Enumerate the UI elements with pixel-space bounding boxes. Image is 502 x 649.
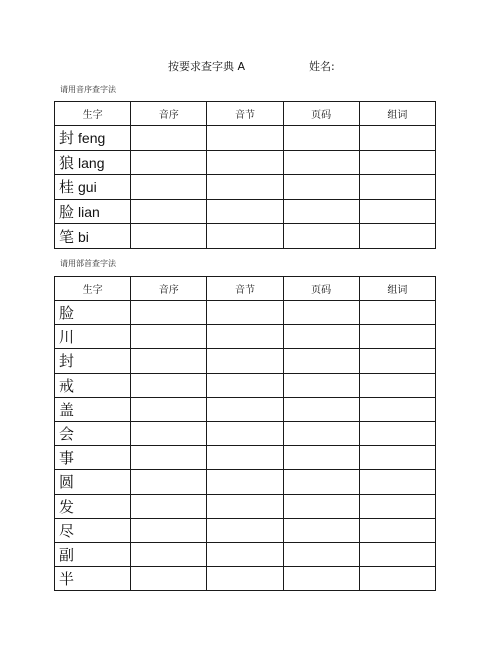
table-row xyxy=(55,446,436,470)
character-cell xyxy=(55,325,131,349)
answer-cell-page[interactable] xyxy=(283,542,359,566)
answer-cell-page[interactable] xyxy=(283,349,359,373)
answer-cell-syllable[interactable] xyxy=(207,567,283,591)
character-cell xyxy=(55,567,131,591)
character: 发 xyxy=(59,497,75,516)
character-cell xyxy=(55,349,131,373)
answer-cell-initial[interactable] xyxy=(131,126,207,151)
answer-cell-page[interactable] xyxy=(283,175,359,200)
table-row xyxy=(55,470,436,494)
character: 会 xyxy=(59,425,75,444)
answer-cell-word[interactable] xyxy=(359,150,435,175)
answer-cell-syllable[interactable] xyxy=(207,542,283,566)
answer-cell-page[interactable] xyxy=(283,397,359,421)
table-row xyxy=(55,421,436,445)
answer-cell-syllable[interactable] xyxy=(207,470,283,494)
answer-cell-initial[interactable] xyxy=(131,199,207,224)
section-label-phonetic: 请用音序查字法 xyxy=(60,85,116,94)
answer-cell-syllable[interactable] xyxy=(207,199,283,224)
column-header: 音节 xyxy=(207,102,283,126)
answer-cell-initial[interactable] xyxy=(131,224,207,249)
column-header: 生字 xyxy=(55,277,131,301)
character: 脸 xyxy=(59,203,75,222)
table-row xyxy=(55,518,436,542)
table-row xyxy=(55,126,436,151)
answer-cell-initial[interactable] xyxy=(131,301,207,325)
answer-cell-word[interactable] xyxy=(359,494,435,518)
section-label-radical: 请用部首查字法 xyxy=(60,259,116,268)
pinyin: lang xyxy=(78,154,105,171)
worksheet-title: 按要求查字典 A xyxy=(168,60,246,73)
character: 半 xyxy=(59,570,75,589)
answer-cell-syllable[interactable] xyxy=(207,518,283,542)
answer-cell-page[interactable] xyxy=(283,446,359,470)
answer-cell-initial[interactable] xyxy=(131,175,207,200)
character: 事 xyxy=(59,449,75,468)
answer-cell-syllable[interactable] xyxy=(207,397,283,421)
character: 圆 xyxy=(59,473,75,492)
answer-cell-initial[interactable] xyxy=(131,446,207,470)
answer-cell-initial[interactable] xyxy=(131,542,207,566)
table-row xyxy=(55,199,436,224)
table-row xyxy=(55,150,436,175)
pinyin: lian xyxy=(78,204,100,221)
answer-cell-word[interactable] xyxy=(359,470,435,494)
answer-cell-syllable[interactable] xyxy=(207,373,283,397)
column-header: 音序 xyxy=(131,102,207,126)
answer-cell-word[interactable] xyxy=(359,126,435,151)
character-cell xyxy=(55,301,131,325)
character-cell xyxy=(55,421,131,445)
answer-cell-syllable[interactable] xyxy=(207,349,283,373)
answer-cell-initial[interactable] xyxy=(131,150,207,175)
character-cell xyxy=(55,494,131,518)
character-cell xyxy=(55,224,131,249)
answer-cell-page[interactable] xyxy=(283,518,359,542)
character-cell xyxy=(55,446,131,470)
pinyin: gui xyxy=(78,179,97,196)
character: 脸 xyxy=(59,304,75,323)
answer-cell-page[interactable] xyxy=(283,325,359,349)
character: 封 xyxy=(59,129,75,148)
character-cell xyxy=(55,397,131,421)
character: 盖 xyxy=(59,400,75,419)
character: 笔 xyxy=(59,227,75,246)
answer-cell-syllable[interactable] xyxy=(207,494,283,518)
table-row xyxy=(55,373,436,397)
character: 封 xyxy=(59,352,75,371)
pinyin: feng xyxy=(78,130,106,147)
character-cell xyxy=(55,126,131,151)
table-row xyxy=(55,567,436,591)
character-cell xyxy=(55,373,131,397)
column-header: 页码 xyxy=(283,102,359,126)
table-row xyxy=(55,175,436,200)
table-row xyxy=(55,349,436,373)
table-row xyxy=(55,542,436,566)
radical-lookup-table xyxy=(54,276,436,591)
answer-cell-initial[interactable] xyxy=(131,421,207,445)
phonetic-lookup-table xyxy=(54,101,436,249)
answer-cell-initial[interactable] xyxy=(131,567,207,591)
answer-cell-initial[interactable] xyxy=(131,494,207,518)
character-cell xyxy=(55,470,131,494)
answer-cell-word[interactable] xyxy=(359,373,435,397)
answer-cell-word[interactable] xyxy=(359,325,435,349)
answer-cell-page[interactable] xyxy=(283,126,359,151)
answer-cell-page[interactable] xyxy=(283,199,359,224)
answer-cell-page[interactable] xyxy=(283,150,359,175)
answer-cell-syllable[interactable] xyxy=(207,126,283,151)
answer-cell-word[interactable] xyxy=(359,224,435,249)
column-header: 页码 xyxy=(283,277,359,301)
table-row xyxy=(55,494,436,518)
answer-cell-word[interactable] xyxy=(359,542,435,566)
table-header-row xyxy=(55,102,436,126)
answer-cell-word[interactable] xyxy=(359,446,435,470)
pinyin: bi xyxy=(78,228,89,245)
answer-cell-page[interactable] xyxy=(283,301,359,325)
answer-cell-initial[interactable] xyxy=(131,397,207,421)
column-header: 组词 xyxy=(359,102,435,126)
column-header: 生字 xyxy=(55,102,131,126)
column-header: 音序 xyxy=(131,277,207,301)
answer-cell-syllable[interactable] xyxy=(207,150,283,175)
character: 尽 xyxy=(59,521,75,540)
character: 副 xyxy=(59,545,75,564)
character: 川 xyxy=(59,328,75,347)
character: 桂 xyxy=(59,178,75,197)
table-row xyxy=(55,301,436,325)
answer-cell-syllable[interactable] xyxy=(207,224,283,249)
name-label: 姓名: xyxy=(309,60,335,73)
answer-cell-initial[interactable] xyxy=(131,518,207,542)
answer-cell-syllable[interactable] xyxy=(207,446,283,470)
answer-cell-syllable[interactable] xyxy=(207,301,283,325)
answer-cell-page[interactable] xyxy=(283,567,359,591)
character-cell xyxy=(55,199,131,224)
answer-cell-initial[interactable] xyxy=(131,470,207,494)
answer-cell-page[interactable] xyxy=(283,224,359,249)
table-row xyxy=(55,224,436,249)
table-row xyxy=(55,325,436,349)
table-header-row xyxy=(55,277,436,301)
answer-cell-word[interactable] xyxy=(359,349,435,373)
character-cell xyxy=(55,150,131,175)
answer-cell-page[interactable] xyxy=(283,373,359,397)
answer-cell-syllable[interactable] xyxy=(207,421,283,445)
answer-cell-word[interactable] xyxy=(359,421,435,445)
character-cell xyxy=(55,175,131,200)
character: 戒 xyxy=(59,376,75,395)
column-header: 音节 xyxy=(207,277,283,301)
answer-cell-word[interactable] xyxy=(359,567,435,591)
answer-cell-syllable[interactable] xyxy=(207,325,283,349)
answer-cell-word[interactable] xyxy=(359,397,435,421)
answer-cell-word[interactable] xyxy=(359,518,435,542)
answer-cell-word[interactable] xyxy=(359,301,435,325)
answer-cell-initial[interactable] xyxy=(131,373,207,397)
character-cell xyxy=(55,542,131,566)
answer-cell-page[interactable] xyxy=(283,470,359,494)
answer-cell-word[interactable] xyxy=(359,175,435,200)
answer-cell-initial[interactable] xyxy=(131,349,207,373)
character: 狼 xyxy=(59,153,75,172)
character-cell xyxy=(55,518,131,542)
answer-cell-syllable[interactable] xyxy=(207,175,283,200)
answer-cell-page[interactable] xyxy=(283,421,359,445)
table-row xyxy=(55,397,436,421)
answer-cell-initial[interactable] xyxy=(131,325,207,349)
answer-cell-word[interactable] xyxy=(359,199,435,224)
column-header: 组词 xyxy=(359,277,435,301)
answer-cell-page[interactable] xyxy=(283,494,359,518)
radical-table-body xyxy=(55,301,436,591)
